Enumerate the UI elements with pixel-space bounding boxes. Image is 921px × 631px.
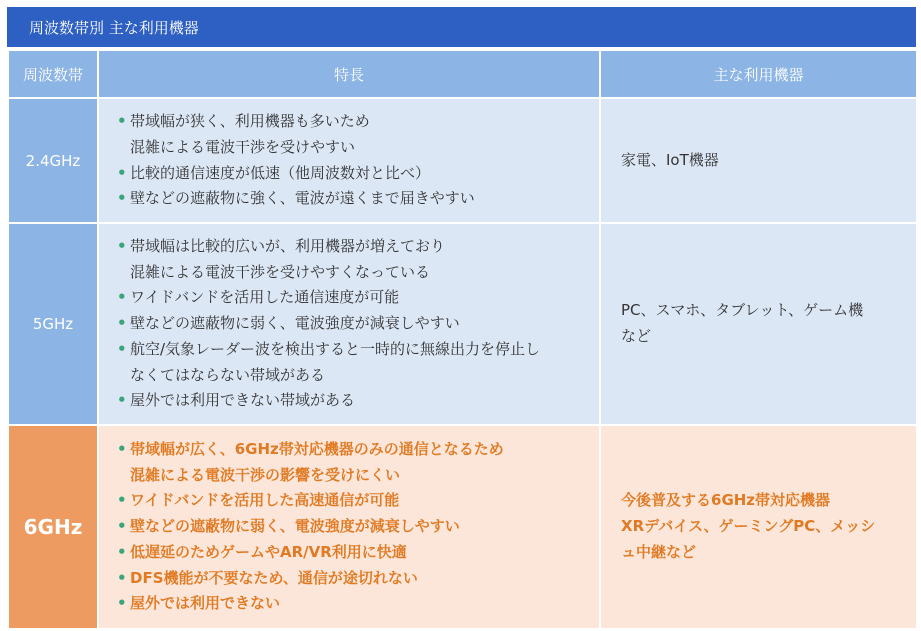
feature-text: 混雑による電波干渉を受けやすくなっている bbox=[130, 262, 431, 281]
feature-item bbox=[117, 186, 589, 212]
bullet-icon: • bbox=[117, 288, 127, 307]
frequency-band-table bbox=[7, 49, 918, 630]
feature-text: ワイドバンドを活用した通信速度が可能 bbox=[130, 288, 400, 307]
features-list bbox=[117, 109, 589, 212]
feature-item bbox=[117, 109, 589, 160]
features-cell bbox=[98, 223, 600, 425]
band-cell: 5GHz bbox=[8, 223, 98, 425]
devices-cell bbox=[600, 425, 917, 629]
header-row bbox=[8, 50, 917, 98]
devices-text bbox=[621, 148, 896, 174]
bullet-icon: • bbox=[117, 237, 127, 256]
bullet-icon: • bbox=[117, 163, 127, 182]
features-cell bbox=[98, 425, 600, 629]
device-text-line: PC、スマホ、タブレット、ゲーム機 bbox=[621, 301, 864, 320]
table-row bbox=[8, 425, 917, 629]
feature-item bbox=[117, 311, 589, 337]
feature-text: ワイドバンドを活用した高速通信が可能 bbox=[130, 491, 400, 510]
features-list bbox=[117, 234, 589, 414]
table-title bbox=[7, 7, 916, 47]
bullet-icon: • bbox=[117, 517, 127, 536]
feature-text: 屋外では利用できない bbox=[130, 594, 281, 613]
header-band: 周波数帯 bbox=[8, 50, 98, 98]
bullet-icon: • bbox=[117, 594, 127, 613]
device-text-line: 家電、IoT機器 bbox=[621, 150, 719, 169]
feature-item bbox=[117, 337, 589, 388]
features-list bbox=[117, 437, 589, 617]
bullet-icon: • bbox=[117, 189, 127, 208]
header-features: 特長 bbox=[98, 50, 600, 98]
bullet-icon: • bbox=[117, 391, 127, 410]
feature-item bbox=[117, 540, 589, 566]
feature-text: DFS機能が不要なため、通信が途切れない bbox=[130, 568, 418, 587]
feature-text: 比較的通信速度が低速（他周波数対と比べ） bbox=[130, 163, 431, 182]
feature-item bbox=[117, 566, 589, 592]
bullet-icon: • bbox=[117, 112, 127, 131]
band-cell: 2.4GHz bbox=[8, 98, 98, 223]
devices-cell bbox=[600, 98, 917, 223]
bullet-icon: • bbox=[117, 314, 127, 333]
bullet-icon: • bbox=[117, 542, 127, 561]
device-text-line: XRデバイス、ゲーミングPC、メッシ bbox=[621, 517, 876, 536]
feature-text: なくてはならない帯域がある bbox=[130, 365, 326, 384]
feature-item bbox=[117, 591, 589, 617]
bullet-icon: • bbox=[117, 339, 127, 358]
feature-text: 低遅延のためゲームやAR/VR利用に快適 bbox=[130, 542, 407, 561]
feature-item bbox=[117, 285, 589, 311]
feature-text: 壁などの遮蔽物に弱く、電波強度が減衰しやすい bbox=[130, 314, 460, 333]
device-text-line: 今後普及する6GHz帯対応機器 bbox=[621, 491, 831, 510]
feature-item bbox=[117, 161, 589, 187]
bullet-icon: • bbox=[117, 491, 127, 510]
feature-item bbox=[117, 234, 589, 285]
table-row bbox=[8, 223, 917, 425]
feature-text: 帯域幅は比較的広いが、利用機器が増えており bbox=[130, 237, 446, 256]
device-text-line: ュ中継など bbox=[621, 542, 697, 561]
device-text-line: など bbox=[621, 327, 652, 345]
feature-text: 帯域幅が広く、6GHz帯対応機器のみの通信となるため bbox=[130, 440, 504, 459]
devices-text bbox=[621, 488, 896, 565]
feature-text: 屋外では利用できない帯域がある bbox=[130, 391, 356, 410]
feature-text: 壁などの遮蔽物に弱く、電波強度が減衰しやすい bbox=[130, 517, 460, 536]
header-devices: 主な利用機器 bbox=[600, 50, 917, 98]
bullet-icon: • bbox=[117, 568, 127, 587]
feature-item bbox=[117, 514, 589, 540]
devices-cell bbox=[600, 223, 917, 425]
band-cell: 6GHz bbox=[8, 425, 98, 629]
feature-text: 混雑による電波干渉を受けやすい bbox=[130, 137, 356, 156]
feature-text: 帯域幅が狭く、利用機器も多いため bbox=[130, 112, 370, 131]
feature-text: 航空/気象レーダー波を検出すると一時的に無線出力を停止し bbox=[130, 339, 541, 358]
feature-item bbox=[117, 388, 589, 414]
devices-text bbox=[621, 298, 896, 349]
features-cell bbox=[98, 98, 600, 223]
feature-item bbox=[117, 437, 589, 488]
feature-text: 壁などの遮蔽物に強く、電波が遠くまで届きやすい bbox=[130, 189, 475, 208]
feature-text: 混雑による電波干渉の影響を受けにくい bbox=[130, 465, 401, 484]
table-row bbox=[8, 98, 917, 223]
bullet-icon: • bbox=[117, 440, 127, 459]
table-title-text: 周波数帯別 主な利用機器 bbox=[29, 18, 199, 37]
feature-item bbox=[117, 488, 589, 514]
